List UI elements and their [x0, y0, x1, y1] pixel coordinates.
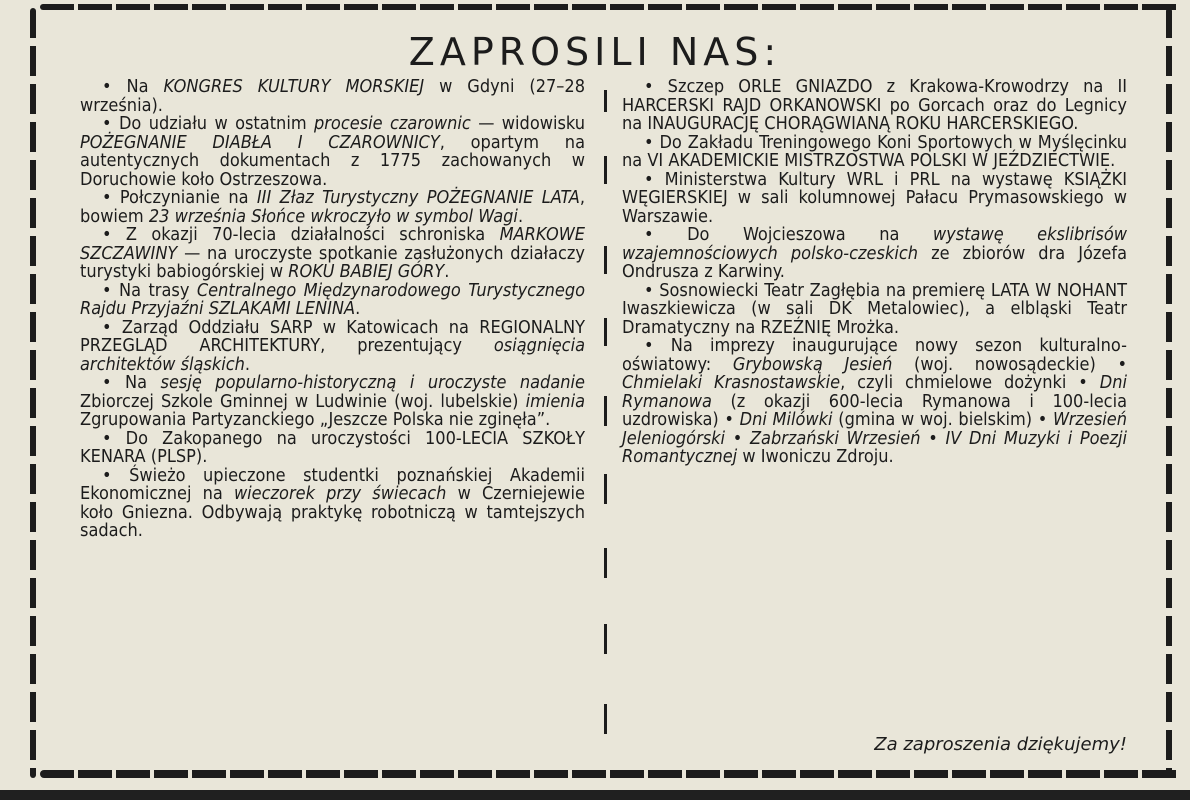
italic-text: wieczorek przy świecach	[233, 483, 447, 504]
entry-text: .	[244, 353, 251, 375]
entry-text: • Ministerstwa Kultury WRL i PRL na wystawę KSIĄŻKI WĘGIERSKIEJ w sali kolumnowej Pałacu Prymasowskiego w Warszawie.	[622, 168, 1127, 227]
page-title: ZAPROSILI NAS:	[408, 30, 782, 74]
italic-text: Zabrzański Wrzesień	[749, 427, 921, 449]
italic-text: 23 września Słońce wkroczyło w symbol Wagi	[148, 205, 518, 227]
italic-text: procesie czarownic	[314, 113, 471, 134]
entry-text: • Na trasy	[102, 279, 197, 301]
entry-text: • Połczynianie na	[102, 187, 257, 208]
italic-text: Dni Rymanowa	[622, 372, 1127, 412]
italic-text: IV Dni Muzyki i Poezji Romantycznej	[622, 427, 1128, 467]
list-item	[622, 78, 1127, 134]
entry-text: • Sosnowiecki Teatr Zagłębia na premierę LATA W NOHANT Iwaszkiewicza (w sali DK Metalowiec), a elbląski Teatr Dramatyczny na RZEŹNIĘ Mrożka.	[622, 279, 1127, 338]
decorative-border-right	[1166, 8, 1172, 778]
entry-text: Zbiorczej Szkole Gminnej w Ludwinie (woj. lubelskie)	[80, 390, 526, 412]
italic-text: ROKU BABIEJ GÓRY	[288, 261, 445, 282]
list-item	[80, 226, 585, 282]
list-item	[80, 115, 585, 189]
column-divider	[604, 396, 607, 426]
entry-text: (woj. nowosądeckie) •	[892, 353, 1127, 375]
entry-text: Zgrupowania Partyzanckiego „Jeszcze Polska nie zginęła”.	[80, 409, 551, 430]
entry-text: — na uroczyste spotkanie zasłużonych działaczy turystyki babiogórskiej w	[80, 242, 585, 282]
entry-text: .	[355, 298, 361, 319]
entry-text: • Zarząd Oddziału SARP w Katowicach na REGIONALNY PRZEGLĄD ARCHITEKTURY, prezentujący	[80, 316, 585, 356]
italic-text: MARKOWE SZCZAWINY	[80, 224, 585, 264]
italic-text: POŻEGNANIE DIABŁA I CZAROWNICY	[80, 131, 440, 153]
list-item	[80, 316, 585, 375]
entry-text: • Z okazji 70-lecia działalności schroniska	[102, 224, 500, 245]
decorative-border-left	[30, 8, 36, 778]
entry-text: • Szczep ORLE GNIAZDO z Krakowa-Krowodrzy na II HARCERSKI RAJD ORKANOWSKI po Gorcach oraz do Legnicy na INAUGURACJĘ CHORĄGWIANĄ ROKU HARCERSKIEGO.	[622, 76, 1127, 134]
column-divider	[604, 90, 607, 112]
list-item	[80, 464, 585, 541]
list-item	[80, 374, 585, 430]
list-item	[622, 337, 1127, 467]
entry-text: • Na	[102, 76, 164, 97]
entry-text: , czyli chmielowe dożynki •	[840, 372, 1100, 393]
italic-text: III Złaz Turystyczny POŻEGNANIE LATA	[256, 187, 580, 208]
decorative-border-bottom	[40, 770, 1180, 778]
decorative-border-top	[40, 4, 1180, 10]
entry-text: • Do Zakopanego na uroczystości 100-LECIA SZKOŁY KENARA (PLSP).	[80, 427, 585, 467]
italic-text: Centralnego Międzynarodowego Turystycznego Rajdu Przyjaźni SZLAKAMI LENINA	[80, 279, 586, 319]
list-item	[622, 279, 1127, 338]
list-item	[80, 427, 585, 467]
column-divider	[604, 704, 607, 734]
entry-text: • Na imprezy inaugurujące nowy sezon kulturalno-oświatowy:	[622, 335, 1127, 375]
italic-text: sesję popularno-historyczną i uroczyste nadanie	[160, 372, 585, 393]
italic-text: wystawę ekslibrisów wzajemnościowych polsko-czeskich	[622, 224, 1127, 264]
entry-text: — widowisku	[470, 113, 586, 134]
entry-text: w Gdyni (27–28 września).	[80, 76, 585, 116]
entry-text: • Do Wojcieszowa na	[644, 224, 933, 245]
entry-text: • Świeżo upieczone studentki poznańskiej Akademii Ekonomicznej na	[80, 464, 585, 504]
entry-text: ze zbiorów dra Józefa Ondrusza z Karwiny.	[622, 242, 1128, 282]
entry-text: • Do Zakładu Treningowego Koni Sportowych w Myślęcinku na VI AKADEMICKIE MISTRZOSTWA POLSKI W JEŹDZIECTWIE.	[622, 131, 1127, 171]
list-item	[622, 168, 1127, 227]
column-divider	[604, 624, 607, 654]
italic-text: KONGRES KULTURY MORSKIEJ	[163, 76, 425, 97]
entry-text: .	[444, 261, 450, 282]
entry-text: , bowiem	[80, 187, 585, 227]
column-divider	[604, 548, 607, 578]
italic-text: Grybowską Jesień	[732, 353, 893, 375]
entry-text: (gmina w woj. bielskim) •	[832, 409, 1053, 430]
column-divider	[604, 318, 607, 346]
entry-text: w Iwoniczu Zdroju.	[737, 446, 894, 467]
left-column	[80, 78, 585, 541]
entry-text: w Czerniejewie koło Gniezna. Odbywają praktykę robotniczą w tamtejszych sadach.	[80, 483, 585, 541]
column-divider	[604, 156, 607, 184]
entry-text: (z okazji 600-lecia Rymanowa i 100-lecia uzdrowiska) •	[622, 390, 1127, 430]
italic-text: Chmielaki Krasnostawskie	[622, 372, 841, 393]
list-item	[622, 131, 1127, 171]
list-item	[80, 78, 585, 115]
entry-text: •	[725, 427, 750, 449]
scan-edge	[0, 790, 1190, 800]
list-item	[622, 226, 1127, 282]
italic-text: osiągnięcia architektów śląskich	[80, 335, 585, 375]
entry-text: , opartym na autentycznych dokumentach z 1775 zachowanych w Doruchowie koło Ostrzeszowa.	[80, 131, 585, 190]
right-column	[622, 78, 1127, 467]
entry-text: •	[920, 427, 946, 449]
entry-text: .	[517, 205, 524, 227]
column-divider	[604, 246, 607, 274]
list-item	[80, 189, 585, 226]
column-divider	[604, 474, 607, 504]
entry-text: • Na	[102, 372, 161, 393]
italic-text: imienia	[525, 390, 585, 412]
list-item	[80, 279, 586, 319]
italic-text: Dni Milówki	[739, 409, 833, 430]
entry-text: • Do udziału w ostatnim	[102, 113, 314, 134]
italic-text: Wrzesień Jeleniogórski	[622, 409, 1127, 449]
closing-thanks: Za zaproszenia dziękujemy!	[874, 734, 1127, 755]
